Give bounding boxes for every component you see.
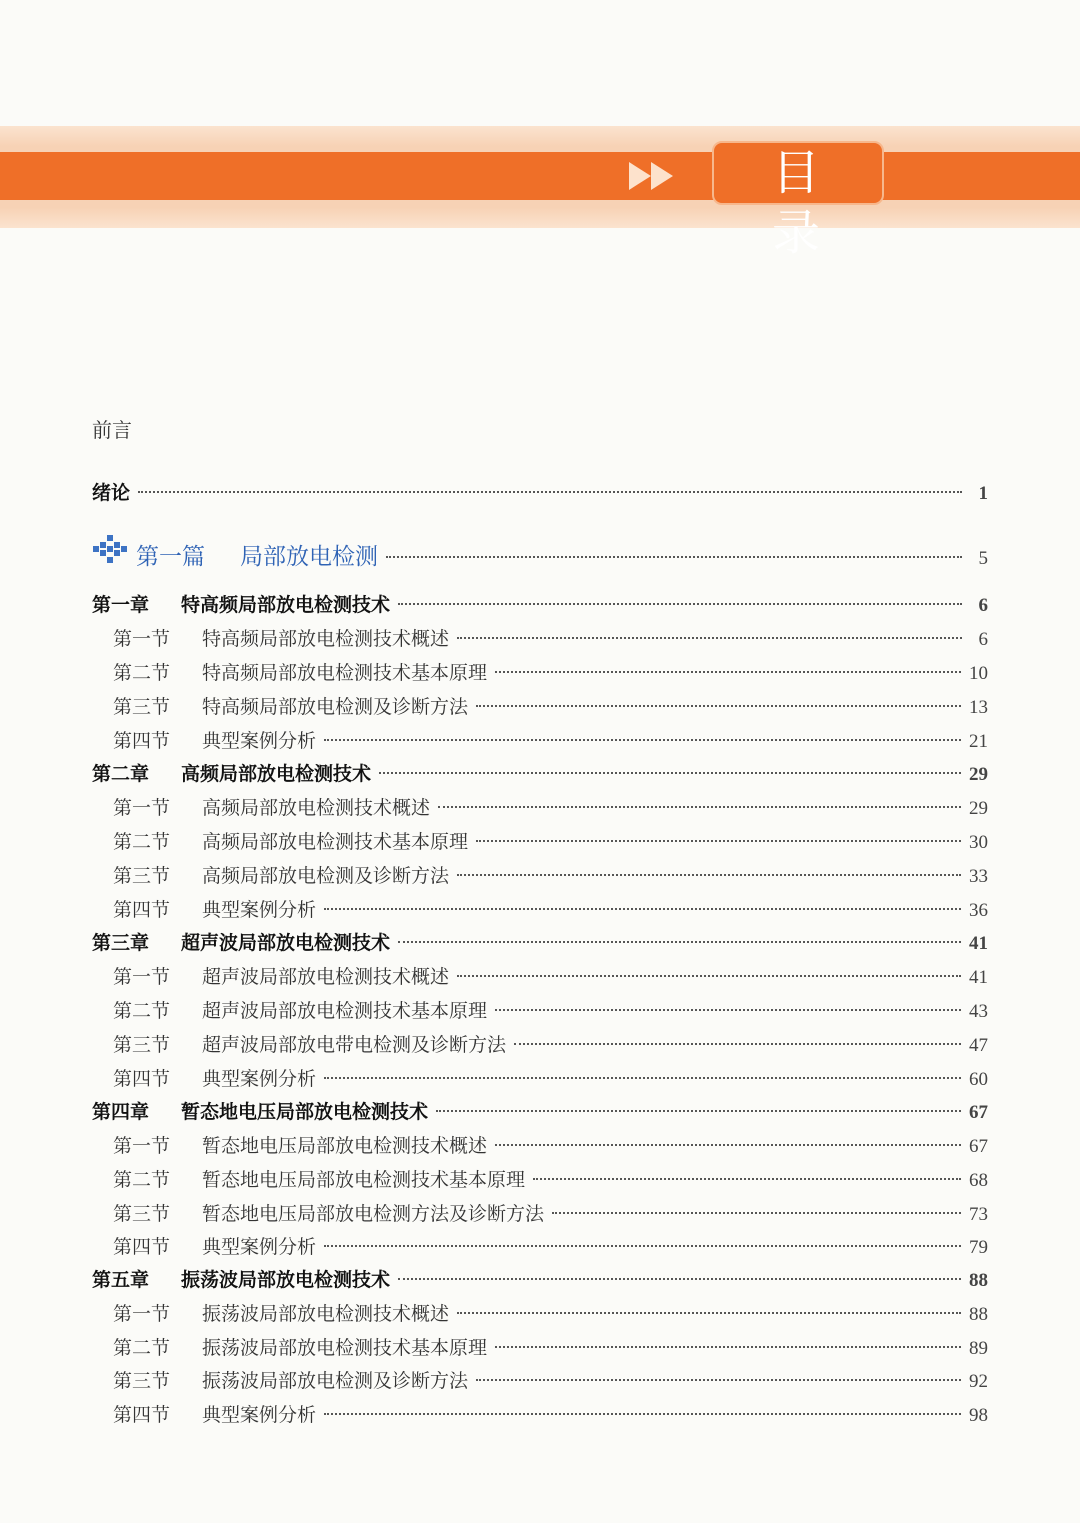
page-number: 36 [969, 900, 988, 921]
page-number: 6 [978, 595, 988, 616]
section-number: 第四节 [113, 1236, 171, 1258]
dot-leader [514, 1043, 961, 1045]
dot-leader [552, 1212, 961, 1214]
page-number: 1 [978, 483, 988, 504]
header-bar [0, 152, 1080, 200]
toc-entry-chapter[interactable] [92, 759, 988, 789]
page-number: 88 [969, 1270, 988, 1291]
chapter-number: 第二章 [92, 763, 150, 785]
dot-leader [495, 671, 961, 673]
page-number: 47 [969, 1035, 988, 1056]
toc-entry-section[interactable] [113, 1165, 988, 1195]
section-number: 第一节 [113, 966, 171, 988]
dot-leader [438, 806, 961, 808]
page-number: 41 [969, 967, 988, 988]
page-number: 92 [969, 1371, 988, 1392]
section-number: 第一节 [113, 797, 171, 819]
section-number: 第二节 [113, 1337, 171, 1359]
dot-leader [379, 772, 961, 774]
section-title: 振荡波局部放电检测技术基本原理 [202, 1337, 488, 1359]
section-number: 第二节 [113, 1000, 171, 1022]
section-number: 第三节 [113, 696, 171, 718]
page-number: 88 [969, 1304, 988, 1325]
section-title: 超声波局部放电检测技术概述 [202, 966, 450, 988]
toc-entry-chapter[interactable] [92, 1265, 988, 1295]
page-number: 33 [969, 866, 988, 887]
dot-leader [398, 941, 961, 943]
section-number: 第三节 [113, 1034, 171, 1056]
dot-leader [457, 637, 962, 639]
dot-leader [324, 1077, 961, 1079]
dot-leader [495, 1009, 961, 1011]
section-title: 特高频局部放电检测及诊断方法 [202, 696, 469, 718]
toc-entry-chapter[interactable] [92, 928, 988, 958]
chapter-title: 高频局部放电检测技术 [181, 763, 372, 785]
dot-leader [476, 840, 961, 842]
section-title: 典型案例分析 [202, 1068, 317, 1090]
section-title: 典型案例分析 [202, 1236, 317, 1258]
page-number: 67 [969, 1102, 988, 1123]
chapter-title: 振荡波局部放电检测技术 [181, 1269, 391, 1291]
section-number: 第二节 [113, 831, 171, 853]
section-number: 第四节 [113, 1068, 171, 1090]
section-title: 超声波局部放电带电检测及诊断方法 [202, 1034, 507, 1056]
section-title: 暂态地电压局部放电检测方法及诊断方法 [202, 1203, 545, 1225]
toc-entry-section[interactable] [113, 827, 988, 857]
dot-leader [324, 1245, 961, 1247]
page-number: 10 [969, 663, 988, 684]
dot-leader [324, 739, 961, 741]
toc-entry-section[interactable] [113, 996, 988, 1026]
section-number: 第三节 [113, 865, 171, 887]
toc-entry-chapter[interactable] [92, 590, 988, 620]
page-number: 98 [969, 1405, 988, 1426]
dot-leader [398, 1278, 961, 1280]
section-number: 第三节 [113, 1203, 171, 1225]
section-title: 特高频局部放电检测技术基本原理 [202, 662, 488, 684]
page-number: 43 [969, 1001, 988, 1022]
toc-entry-label [136, 542, 378, 572]
dot-leader [324, 1413, 961, 1415]
page-number: 89 [969, 1338, 988, 1359]
toc-entry-section[interactable] [113, 1366, 988, 1396]
diamond-pattern-icon [92, 534, 128, 564]
chapter-number: 第四章 [92, 1101, 150, 1123]
dot-leader [386, 556, 962, 558]
section-number: 第一节 [113, 628, 171, 650]
section-number: 第四节 [113, 899, 171, 921]
section-number: 第四节 [113, 1404, 171, 1426]
toc-entry-section[interactable] [113, 962, 988, 992]
toc-entry-section[interactable] [113, 1131, 988, 1161]
section-number: 第四节 [113, 730, 171, 752]
toc-entry-section[interactable] [113, 692, 988, 722]
chapter-number: 第三章 [92, 932, 150, 954]
dot-leader [324, 908, 961, 910]
section-title: 典型案例分析 [202, 1404, 317, 1426]
dot-leader [495, 1346, 961, 1348]
page-number: 41 [969, 933, 988, 954]
section-number: 第二节 [113, 1169, 171, 1191]
section-title: 振荡波局部放电检测技术概述 [202, 1303, 450, 1325]
toc-entry-chapter[interactable] [92, 1097, 988, 1127]
toc-entry-section[interactable] [113, 1400, 988, 1430]
dot-leader [138, 491, 962, 493]
toc-entry-section[interactable] [113, 726, 988, 756]
page-number: 68 [969, 1170, 988, 1191]
toc-entry-section[interactable] [113, 861, 988, 891]
dot-leader [398, 603, 962, 605]
section-number: 第二节 [113, 662, 171, 684]
dot-leader [436, 1110, 961, 1112]
section-title: 振荡波局部放电检测及诊断方法 [202, 1370, 469, 1392]
section-title: 高频局部放电检测及诊断方法 [202, 865, 450, 887]
dot-leader [457, 1312, 961, 1314]
toc-entry-section[interactable] [113, 895, 988, 925]
toc-entry-section[interactable] [113, 793, 988, 823]
dot-leader [457, 874, 961, 876]
page-number: 5 [978, 548, 988, 569]
toc-entry-section[interactable] [113, 1232, 988, 1262]
toc-entry-section[interactable] [113, 1199, 988, 1229]
toc-entry-section[interactable] [113, 658, 988, 688]
chapter-number: 第五章 [92, 1269, 150, 1291]
section-title: 高频局部放电检测技术基本原理 [202, 831, 469, 853]
toc-entry-section[interactable] [113, 1030, 988, 1060]
page-number: 60 [969, 1069, 988, 1090]
section-title: 典型案例分析 [202, 899, 317, 921]
page-title: 目 录 [712, 141, 884, 205]
page-number: 29 [969, 764, 988, 785]
toc-entry-section[interactable] [113, 1064, 988, 1094]
dot-leader [476, 1379, 961, 1381]
dot-leader [457, 975, 961, 977]
chapter-number: 第一章 [92, 594, 150, 616]
chapter-title: 暂态地电压局部放电检测技术 [181, 1101, 429, 1123]
page-number: 13 [969, 697, 988, 718]
toc-entry-part-1[interactable] [92, 534, 988, 570]
section-title: 暂态地电压局部放电检测技术概述 [202, 1135, 488, 1157]
section-number: 第一节 [113, 1303, 171, 1325]
part-title: 局部放电检测 [240, 544, 378, 570]
double-arrow-icon [627, 160, 679, 192]
dot-leader [533, 1178, 961, 1180]
section-title: 高频局部放电检测技术概述 [202, 797, 431, 819]
toc-entry-section[interactable] [113, 624, 988, 654]
section-title: 典型案例分析 [202, 730, 317, 752]
page-number: 29 [969, 798, 988, 819]
chapter-title: 特高频局部放电检测技术 [181, 594, 391, 616]
part-number: 第一篇 [136, 544, 205, 570]
page-number: 21 [969, 731, 988, 752]
page-number: 73 [969, 1204, 988, 1225]
dot-leader [495, 1144, 961, 1146]
toc-entry-intro[interactable] [92, 478, 988, 508]
section-title: 暂态地电压局部放电检测技术基本原理 [202, 1169, 526, 1191]
page-number: 67 [969, 1136, 988, 1157]
page-number: 6 [978, 629, 988, 650]
preface-label: 前言 [92, 418, 132, 442]
chapter-title: 超声波局部放电检测技术 [181, 932, 391, 954]
dot-leader [476, 705, 961, 707]
section-number: 第三节 [113, 1370, 171, 1392]
page-number: 30 [969, 832, 988, 853]
toc-entry-label: 绪论 [92, 482, 131, 504]
section-title: 超声波局部放电检测技术基本原理 [202, 1000, 488, 1022]
section-title: 特高频局部放电检测技术概述 [202, 628, 450, 650]
toc-entry-section[interactable] [113, 1299, 988, 1329]
page-number: 79 [969, 1237, 988, 1258]
toc-entry-section[interactable] [113, 1333, 988, 1363]
section-number: 第一节 [113, 1135, 171, 1157]
